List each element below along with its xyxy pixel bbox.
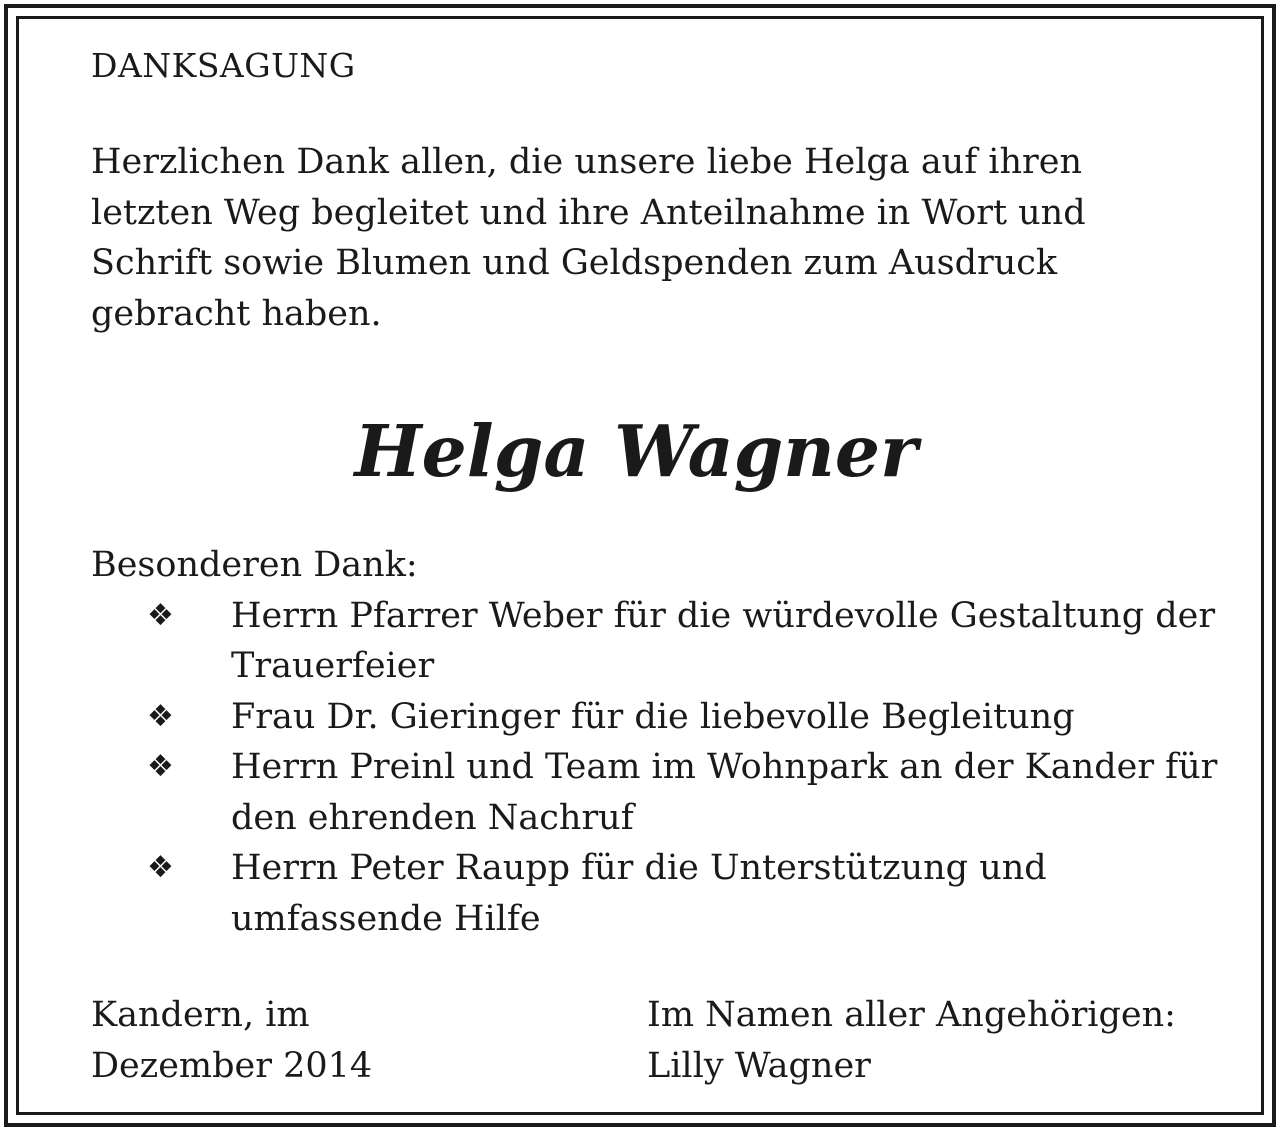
special-thanks-title: Besonderen Dank: bbox=[91, 545, 418, 585]
diamond-bullet-icon: ❖ bbox=[147, 749, 174, 784]
notice-content bbox=[91, 40, 1221, 944]
thanks-item-text: Herrn Preinl und Team im Wohnpark an der Kander für den ehrenden Nachruf bbox=[231, 747, 1218, 838]
diamond-bullet-icon: ❖ bbox=[147, 850, 174, 885]
thanks-item-text: Herrn Peter Raupp für die Unterstützung und umfassende Hilfe bbox=[231, 848, 1047, 939]
thanks-item bbox=[91, 742, 1221, 843]
intro-paragraph: Herzlichen Dank allen, die unsere liebe Helga auf ihren letzten Weg begleitet und ihre Anteilnahme in Wort und Schrift sowie Blumen und Geldspenden zum Ausdruck gebracht haben. bbox=[91, 142, 1086, 334]
diamond-bullet-icon: ❖ bbox=[147, 597, 174, 633]
notice-heading: DANKSAGUNG bbox=[91, 46, 356, 85]
thanks-item-text: Herrn Pfarrer Weber für die würdevolle Gestaltung der Trauerfeier bbox=[231, 595, 1216, 686]
thanks-item bbox=[91, 692, 1221, 743]
signoff-line: Im Namen aller Angehörigen: bbox=[647, 995, 1176, 1035]
signoff bbox=[647, 990, 1221, 1091]
thanks-item-text: Frau Dr. Gieringer für die liebevolle Begleitung bbox=[231, 696, 1075, 737]
signer-name: Lilly Wagner bbox=[647, 1045, 871, 1086]
thanks-item bbox=[91, 591, 1221, 692]
diamond-bullet-icon: ❖ bbox=[147, 698, 174, 734]
date-line: Dezember 2014 bbox=[91, 1045, 373, 1086]
thanks-item bbox=[91, 843, 1221, 944]
place-date bbox=[91, 990, 591, 1091]
place-line: Kandern, im bbox=[91, 995, 310, 1035]
deceased-name: Helga Wagner bbox=[354, 409, 918, 493]
thanks-list bbox=[91, 591, 1221, 945]
